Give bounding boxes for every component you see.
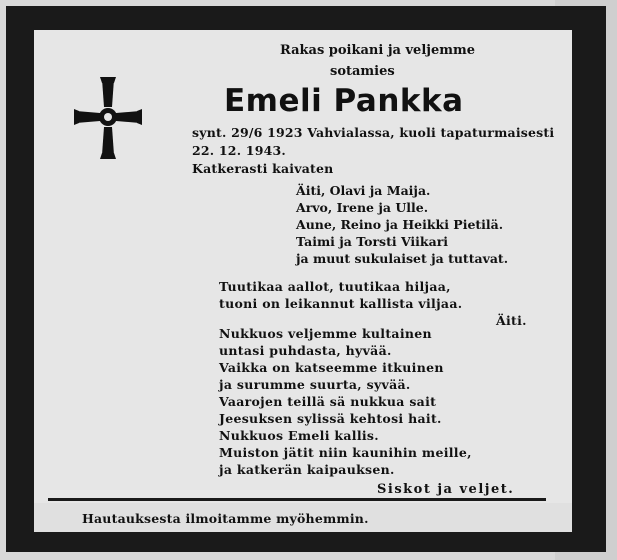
mourner-line: ja muut sukulaiset ja tuttavat. (296, 251, 509, 266)
verse2-line: Nukkuos veljemme kultainen (219, 326, 432, 341)
verse1-signature: Äiti. (496, 313, 527, 328)
verse2-line: Muiston jätit niin kaunihin meille, (219, 445, 472, 460)
mourner-line: Taimi ja Torsti Viikari (296, 234, 449, 249)
mourning-intro: Katkerasti kaivaten (192, 161, 334, 176)
bio-line-1: synt. 29/6 1923 Vahvialassa, kuoli tapaturmaisesti (192, 125, 555, 140)
funeral-notice: Hautauksesta ilmoitamme myöhemmin. (82, 511, 369, 526)
verse1-line: tuoni on leikannut kallista viljaa. (219, 296, 463, 311)
intro-line-1: Rakas poikani ja veljemme (280, 43, 476, 58)
bio-line-2: 22. 12. 1943. (192, 143, 286, 158)
verse2-line: Vaarojen teillä sä nukkua sait (219, 394, 437, 409)
divider-rule (48, 498, 546, 501)
mourner-line: Aune, Reino ja Heikki Pietilä. (296, 217, 504, 232)
deceased-name: Emeli Pankka (224, 83, 464, 119)
verse2-line: ja katkerän kaipauksen. (219, 462, 395, 477)
verse2-line: Nukkuos Emeli kallis. (219, 428, 379, 443)
cross-of-liberty-icon (74, 77, 142, 159)
siblings-signature: Siskot ja veljet. (377, 482, 515, 497)
verse2-line: Jeesuksen sylissä kehtosi hait. (219, 411, 442, 426)
mourner-line: Arvo, Irene ja Ulle. (296, 200, 429, 215)
verse2-line: untasi puhdasta, hyvää. (219, 343, 392, 358)
intro-line-2: sotamies (330, 64, 395, 79)
verse2-line: ja surumme suurta, syvää. (219, 377, 411, 392)
verse2-line: Vaikka on katseemme itkuinen (219, 360, 444, 375)
mourner-line: Äiti, Olavi ja Maija. (296, 183, 431, 198)
verse1-line: Tuutikaa aallot, tuutikaa hiljaa, (219, 279, 451, 294)
